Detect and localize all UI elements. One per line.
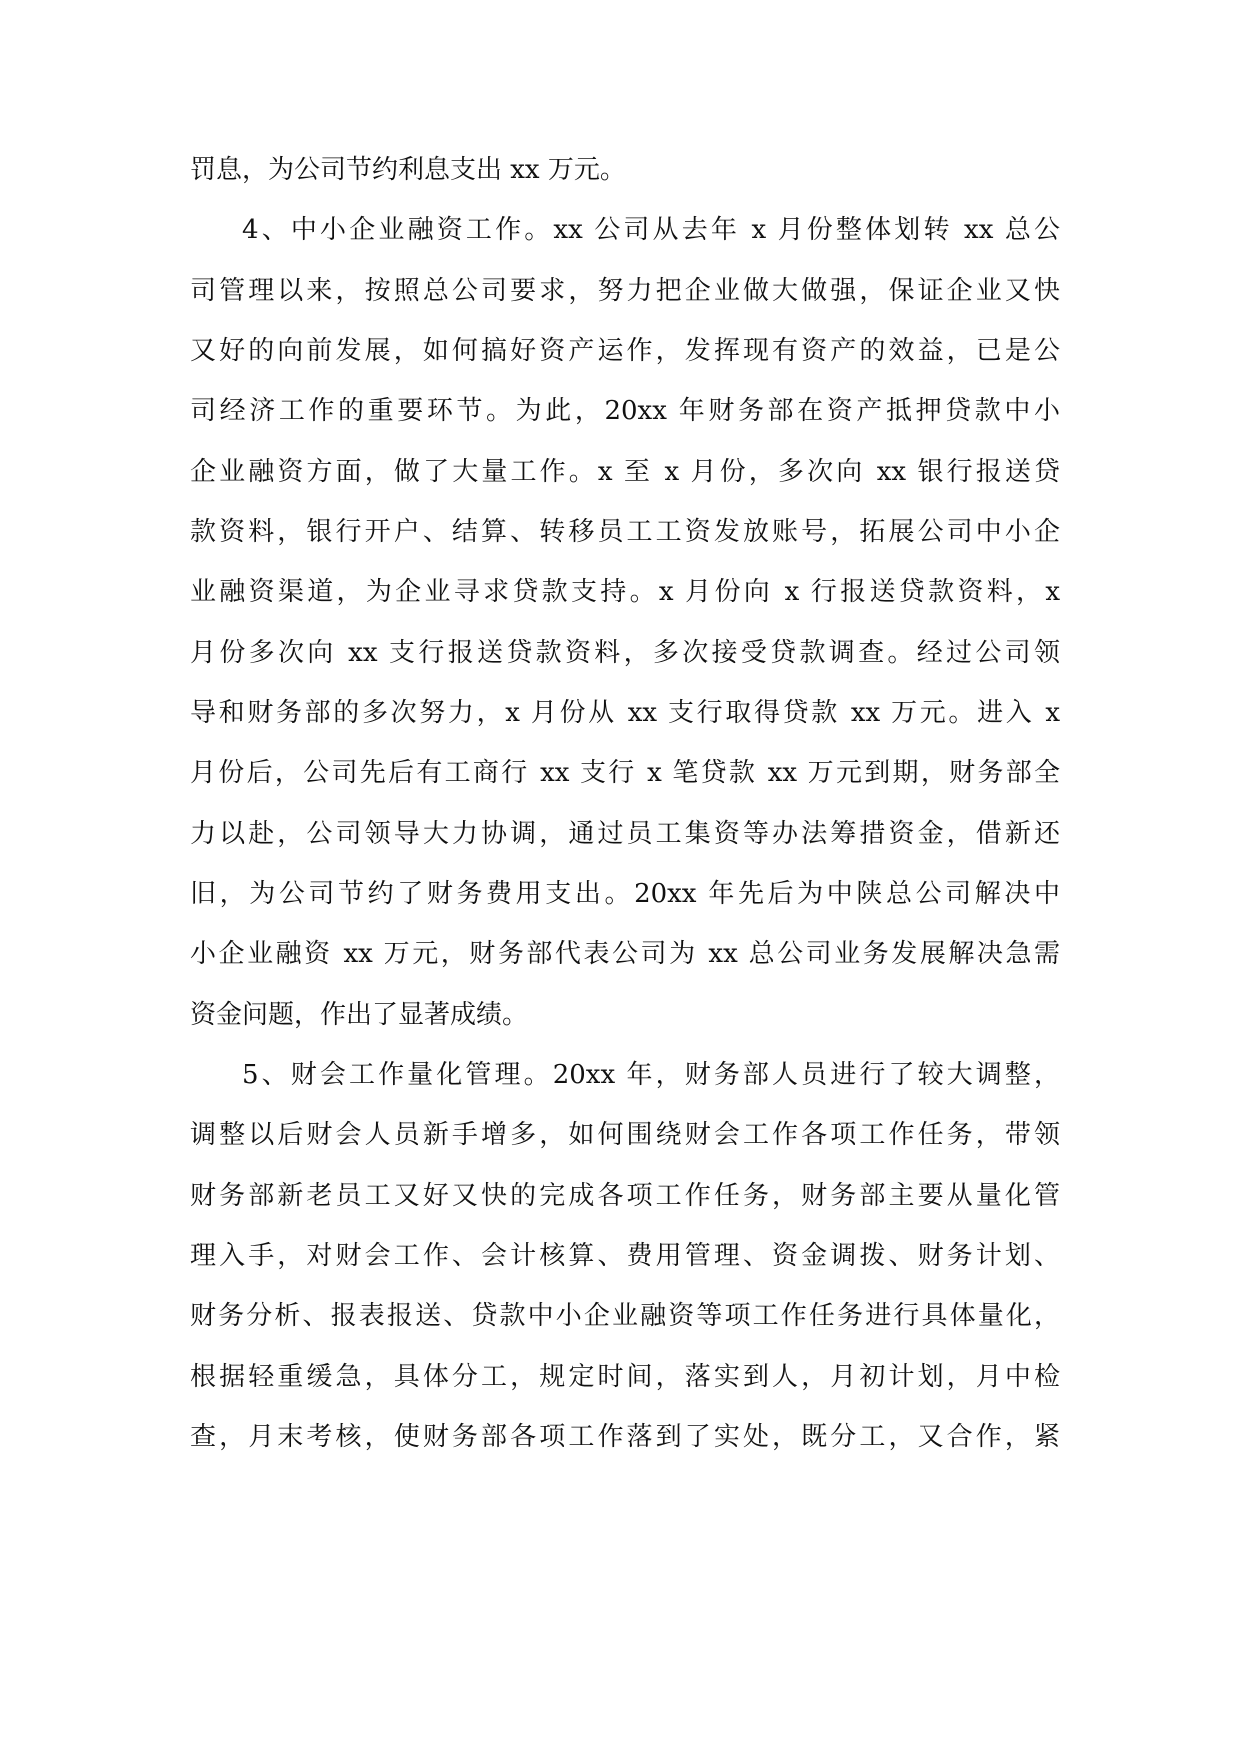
text-line: 月份多次向 xx 支行报送贷款资料，多次接受贷款调查。经过公司领 (190, 638, 1060, 668)
text-line: 小企业融资 xx 万元，财务部代表公司为 xx 总公司业务发展解决急需 (190, 939, 1060, 969)
text-line: 司经济工作的重要环节。为此，20xx 年财务部在资产抵押贷款中小 (190, 396, 1060, 426)
text-line: 财务分析、报表报送、贷款中小企业融资等项工作任务进行具体量化， (190, 1301, 1060, 1331)
text-line: 力以赴，公司领导大力协调，通过员工集资等办法筹措资金，借新还 (190, 819, 1060, 849)
paragraph-4-first-line: 4、中小企业融资工作。xx 公司从去年 x 月份整体划转 xx 总公 (242, 215, 1060, 245)
text-line: 财务部新老员工又好又快的完成各项工作任务，财务部主要从量化管 (190, 1181, 1060, 1211)
text-line: 月份后，公司先后有工商行 xx 支行 x 笔贷款 xx 万元到期，财务部全 (190, 758, 1060, 788)
text-line: 款资料，银行开户、结算、转移员工工资发放账号，拓展公司中小企 (190, 517, 1060, 547)
text-line: 导和财务部的多次努力，x 月份从 xx 支行取得贷款 xx 万元。进入 x (190, 698, 1060, 728)
paragraph-5-first-line: 5、财会工作量化管理。20xx 年，财务部人员进行了较大调整， (242, 1060, 1060, 1090)
text-line: 查，月末考核，使财务部各项工作落到了实处，既分工，又合作，紧 (190, 1422, 1060, 1452)
text-line: 企业融资方面，做了大量工作。x 至 x 月份，多次向 xx 银行报送贷 (190, 457, 1060, 487)
text-line: 司管理以来，按照总公司要求，努力把企业做大做强，保证企业又快 (190, 276, 1060, 306)
text-line: 罚息，为公司节约利息支出 xx 万元。 (190, 155, 626, 185)
text-line: 资金问题，作出了显著成绩。 (190, 1000, 529, 1030)
text-line: 业融资渠道，为企业寻求贷款支持。x 月份向 x 行报送贷款资料，x (190, 577, 1060, 607)
text-line: 理入手，对财会工作、会计核算、费用管理、资金调拨、财务计划、 (190, 1241, 1060, 1271)
text-line: 旧，为公司节约了财务费用支出。20xx 年先后为中陕总公司解决中 (190, 879, 1060, 909)
text-line: 又好的向前发展，如何搞好资产运作，发挥现有资产的效益，已是公 (190, 336, 1060, 366)
text-line: 调整以后财会人员新手增多，如何围绕财会工作各项工作任务，带领 (190, 1120, 1060, 1150)
text-line: 根据轻重缓急，具体分工，规定时间，落实到人，月初计划，月中检 (190, 1362, 1060, 1392)
